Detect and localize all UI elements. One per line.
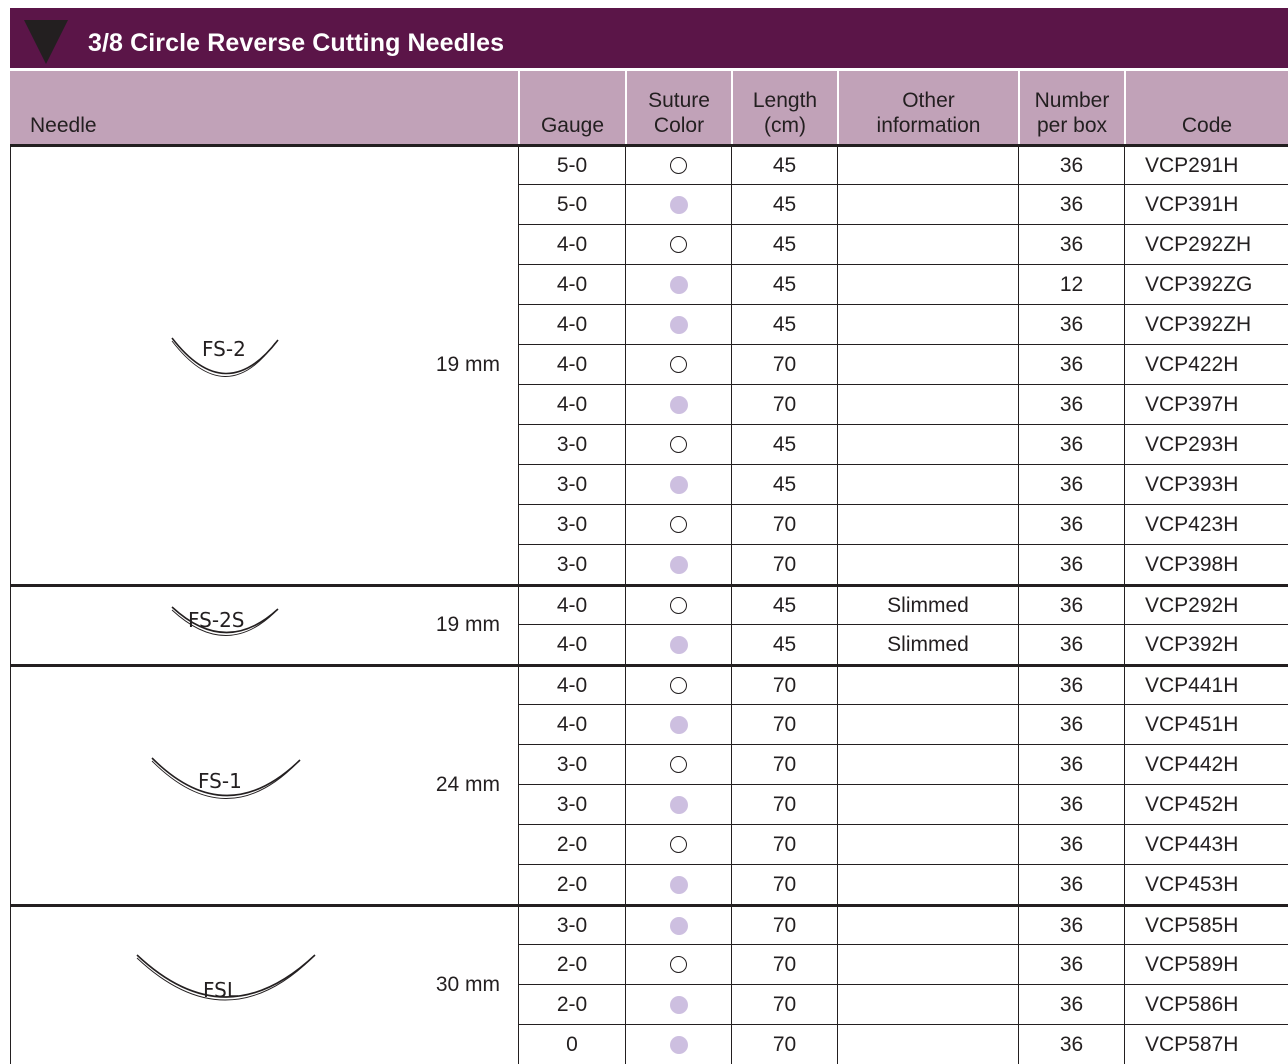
gauge-cell: 0 — [518, 1025, 625, 1064]
other-cell — [837, 985, 1018, 1024]
violet-dot-icon — [670, 476, 688, 494]
length-cell: 45 — [731, 225, 837, 264]
needle-group — [10, 144, 518, 584]
code-cell: VCP398H — [1124, 545, 1288, 584]
length-cell: 70 — [731, 825, 837, 864]
code-cell: VCP292ZH — [1124, 225, 1288, 264]
suture-color-cell — [625, 465, 731, 504]
curved-needle-icon — [166, 601, 286, 649]
gauge-cell: 4-0 — [518, 705, 625, 744]
needle-size-label: 24 mm — [435, 773, 500, 796]
table-row — [518, 184, 1288, 224]
number-cell: 36 — [1018, 865, 1124, 904]
table-row — [518, 424, 1288, 464]
undyed-circle-icon — [670, 956, 687, 973]
needle-size-label: 19 mm — [435, 353, 500, 376]
undyed-circle-icon — [670, 756, 687, 773]
suture-color-cell — [625, 945, 731, 984]
header-number-per-box: Number per box — [1018, 71, 1124, 144]
length-cell: 70 — [731, 705, 837, 744]
gauge-cell: 4-0 — [518, 265, 625, 304]
header-code: Code — [1124, 71, 1288, 144]
violet-dot-icon — [670, 996, 688, 1014]
gauge-cell: 2-0 — [518, 985, 625, 1024]
undyed-circle-icon — [670, 356, 687, 373]
needle-catalog-table — [10, 8, 1288, 1056]
code-cell: VCP443H — [1124, 825, 1288, 864]
code-cell: VCP391H — [1124, 185, 1288, 224]
header-length: Length (cm) — [731, 71, 837, 144]
suture-color-cell — [625, 1025, 731, 1064]
number-cell: 36 — [1018, 705, 1124, 744]
suture-color-cell — [625, 785, 731, 824]
length-cell: 70 — [731, 545, 837, 584]
suture-color-cell — [625, 625, 731, 664]
number-cell: 36 — [1018, 345, 1124, 384]
needle-size-label: 30 mm — [435, 973, 500, 996]
gauge-cell: 4-0 — [518, 667, 625, 704]
needle-name-label: FS-2 — [202, 337, 246, 361]
curved-needle-icon — [146, 752, 306, 818]
length-cell: 70 — [731, 345, 837, 384]
needle-group — [10, 584, 518, 664]
other-cell — [837, 785, 1018, 824]
suture-color-cell — [625, 667, 731, 704]
code-cell: VCP423H — [1124, 505, 1288, 544]
gauge-cell: 4-0 — [518, 345, 625, 384]
code-cell: VCP393H — [1124, 465, 1288, 504]
suture-color-cell — [625, 825, 731, 864]
suture-color-cell — [625, 545, 731, 584]
violet-dot-icon — [670, 917, 688, 935]
number-cell: 36 — [1018, 385, 1124, 424]
table-row — [518, 664, 1288, 704]
violet-dot-icon — [670, 276, 688, 294]
length-cell: 70 — [731, 945, 837, 984]
number-cell: 36 — [1018, 545, 1124, 584]
suture-color-cell — [625, 985, 731, 1024]
other-cell — [837, 345, 1018, 384]
number-cell: 36 — [1018, 667, 1124, 704]
other-cell — [837, 825, 1018, 864]
gauge-cell: 4-0 — [518, 225, 625, 264]
other-cell: Slimmed — [837, 587, 1018, 624]
gauge-cell: 2-0 — [518, 825, 625, 864]
violet-dot-icon — [670, 196, 688, 214]
needle-group — [10, 664, 518, 904]
length-cell: 70 — [731, 1025, 837, 1064]
table-row — [518, 584, 1288, 624]
suture-color-cell — [625, 147, 731, 184]
suture-color-cell — [625, 225, 731, 264]
violet-dot-icon — [670, 796, 688, 814]
table-row — [518, 784, 1288, 824]
table-row — [518, 864, 1288, 904]
table-row — [518, 224, 1288, 264]
number-cell: 12 — [1018, 265, 1124, 304]
number-cell: 36 — [1018, 745, 1124, 784]
length-cell: 70 — [731, 785, 837, 824]
length-cell: 45 — [731, 185, 837, 224]
violet-dot-icon — [670, 716, 688, 734]
table-row — [518, 944, 1288, 984]
violet-dot-icon — [670, 876, 688, 894]
suture-color-cell — [625, 745, 731, 784]
length-cell: 70 — [731, 745, 837, 784]
number-cell: 36 — [1018, 1025, 1124, 1064]
code-cell: VCP392H — [1124, 625, 1288, 664]
length-cell: 70 — [731, 385, 837, 424]
violet-dot-icon — [670, 396, 688, 414]
length-cell: 70 — [731, 667, 837, 704]
other-cell — [837, 265, 1018, 304]
curved-needle-icon — [131, 949, 321, 1021]
length-cell: 45 — [731, 465, 837, 504]
gauge-cell: 4-0 — [518, 385, 625, 424]
table-row — [518, 624, 1288, 664]
table-row — [518, 1024, 1288, 1064]
table-row — [518, 384, 1288, 424]
suture-color-cell — [625, 185, 731, 224]
code-cell: VCP441H — [1124, 667, 1288, 704]
other-cell — [837, 907, 1018, 944]
code-cell: VCP453H — [1124, 865, 1288, 904]
gauge-cell: 3-0 — [518, 505, 625, 544]
length-cell: 45 — [731, 587, 837, 624]
other-cell — [837, 865, 1018, 904]
code-cell: VCP587H — [1124, 1025, 1288, 1064]
table-row — [518, 984, 1288, 1024]
table-row — [518, 824, 1288, 864]
number-cell: 36 — [1018, 185, 1124, 224]
curved-needle-icon — [166, 330, 286, 400]
gauge-cell: 5-0 — [518, 147, 625, 184]
table-row — [518, 904, 1288, 944]
gauge-cell: 4-0 — [518, 625, 625, 664]
title-banner — [10, 8, 1288, 71]
code-cell: VCP452H — [1124, 785, 1288, 824]
number-cell: 36 — [1018, 225, 1124, 264]
gauge-cell: 2-0 — [518, 945, 625, 984]
code-cell: VCP392ZG — [1124, 265, 1288, 304]
code-cell: VCP392ZH — [1124, 305, 1288, 344]
table-row — [518, 504, 1288, 544]
suture-color-cell — [625, 907, 731, 944]
number-cell: 36 — [1018, 785, 1124, 824]
other-cell — [837, 225, 1018, 264]
number-cell: 36 — [1018, 147, 1124, 184]
number-cell: 36 — [1018, 587, 1124, 624]
suture-color-cell — [625, 265, 731, 304]
suture-color-cell — [625, 425, 731, 464]
number-cell: 36 — [1018, 985, 1124, 1024]
other-cell — [837, 305, 1018, 344]
gauge-cell: 5-0 — [518, 185, 625, 224]
other-cell — [837, 667, 1018, 704]
number-cell: 36 — [1018, 465, 1124, 504]
suture-color-cell — [625, 385, 731, 424]
undyed-circle-icon — [670, 436, 687, 453]
table-row — [518, 144, 1288, 184]
column-header-row — [10, 71, 1288, 144]
needle-name-label: FS-1 — [198, 769, 242, 793]
code-cell: VCP451H — [1124, 705, 1288, 744]
undyed-circle-icon — [670, 516, 687, 533]
length-cell: 70 — [731, 505, 837, 544]
code-cell: VCP442H — [1124, 745, 1288, 784]
length-cell: 70 — [731, 865, 837, 904]
violet-dot-icon — [670, 316, 688, 334]
number-cell: 36 — [1018, 945, 1124, 984]
other-cell — [837, 945, 1018, 984]
code-cell: VCP586H — [1124, 985, 1288, 1024]
gauge-cell: 3-0 — [518, 545, 625, 584]
needle-name-label: FS-2S — [188, 608, 245, 632]
other-cell — [837, 385, 1018, 424]
number-cell: 36 — [1018, 305, 1124, 344]
suture-color-cell — [625, 705, 731, 744]
gauge-cell: 3-0 — [518, 425, 625, 464]
undyed-circle-icon — [670, 157, 687, 174]
page-title: 3/8 Circle Reverse Cutting Needles — [88, 29, 505, 57]
table-row — [518, 544, 1288, 584]
number-cell: 36 — [1018, 625, 1124, 664]
length-cell: 45 — [731, 305, 837, 344]
header-suture-color: Suture Color — [625, 71, 731, 144]
needle-name-label: FSL — [203, 978, 238, 1002]
code-cell: VCP291H — [1124, 147, 1288, 184]
length-cell: 70 — [731, 907, 837, 944]
length-cell: 45 — [731, 425, 837, 464]
violet-dot-icon — [670, 1036, 688, 1054]
length-cell: 45 — [731, 265, 837, 304]
violet-dot-icon — [670, 556, 688, 574]
other-cell — [837, 545, 1018, 584]
needle-group — [10, 904, 518, 1064]
suture-color-cell — [625, 505, 731, 544]
gauge-cell: 3-0 — [518, 745, 625, 784]
violet-dot-icon — [670, 636, 688, 654]
gauge-cell: 4-0 — [518, 587, 625, 624]
length-cell: 70 — [731, 985, 837, 1024]
number-cell: 36 — [1018, 907, 1124, 944]
other-cell — [837, 1025, 1018, 1064]
number-cell: 36 — [1018, 825, 1124, 864]
other-cell — [837, 465, 1018, 504]
suture-color-cell — [625, 345, 731, 384]
table-row — [518, 744, 1288, 784]
other-cell — [837, 185, 1018, 224]
other-cell — [837, 745, 1018, 784]
code-cell: VCP292H — [1124, 587, 1288, 624]
code-cell: VCP422H — [1124, 345, 1288, 384]
other-cell — [837, 705, 1018, 744]
gauge-cell: 3-0 — [518, 465, 625, 504]
table-row — [518, 704, 1288, 744]
gauge-cell: 2-0 — [518, 865, 625, 904]
code-cell: VCP293H — [1124, 425, 1288, 464]
table-row — [518, 464, 1288, 504]
undyed-circle-icon — [670, 236, 687, 253]
undyed-circle-icon — [670, 836, 687, 853]
code-cell: VCP589H — [1124, 945, 1288, 984]
other-cell — [837, 505, 1018, 544]
code-cell: VCP585H — [1124, 907, 1288, 944]
other-cell — [837, 147, 1018, 184]
gauge-cell: 3-0 — [518, 907, 625, 944]
suture-color-cell — [625, 865, 731, 904]
header-needle: Needle — [30, 114, 97, 137]
other-cell: Slimmed — [837, 625, 1018, 664]
length-cell: 45 — [731, 625, 837, 664]
number-cell: 36 — [1018, 505, 1124, 544]
undyed-circle-icon — [670, 597, 687, 614]
table-row — [518, 304, 1288, 344]
undyed-circle-icon — [670, 677, 687, 694]
length-cell: 45 — [731, 147, 837, 184]
header-other-information: Other information — [837, 71, 1018, 144]
needle-size-label: 19 mm — [435, 613, 500, 636]
triangle-down-icon — [24, 20, 68, 64]
code-cell: VCP397H — [1124, 385, 1288, 424]
suture-color-cell — [625, 587, 731, 624]
gauge-cell: 4-0 — [518, 305, 625, 344]
suture-color-cell — [625, 305, 731, 344]
other-cell — [837, 425, 1018, 464]
header-gauge: Gauge — [518, 71, 625, 144]
table-row — [518, 264, 1288, 304]
table-row — [518, 344, 1288, 384]
number-cell: 36 — [1018, 425, 1124, 464]
gauge-cell: 3-0 — [518, 785, 625, 824]
